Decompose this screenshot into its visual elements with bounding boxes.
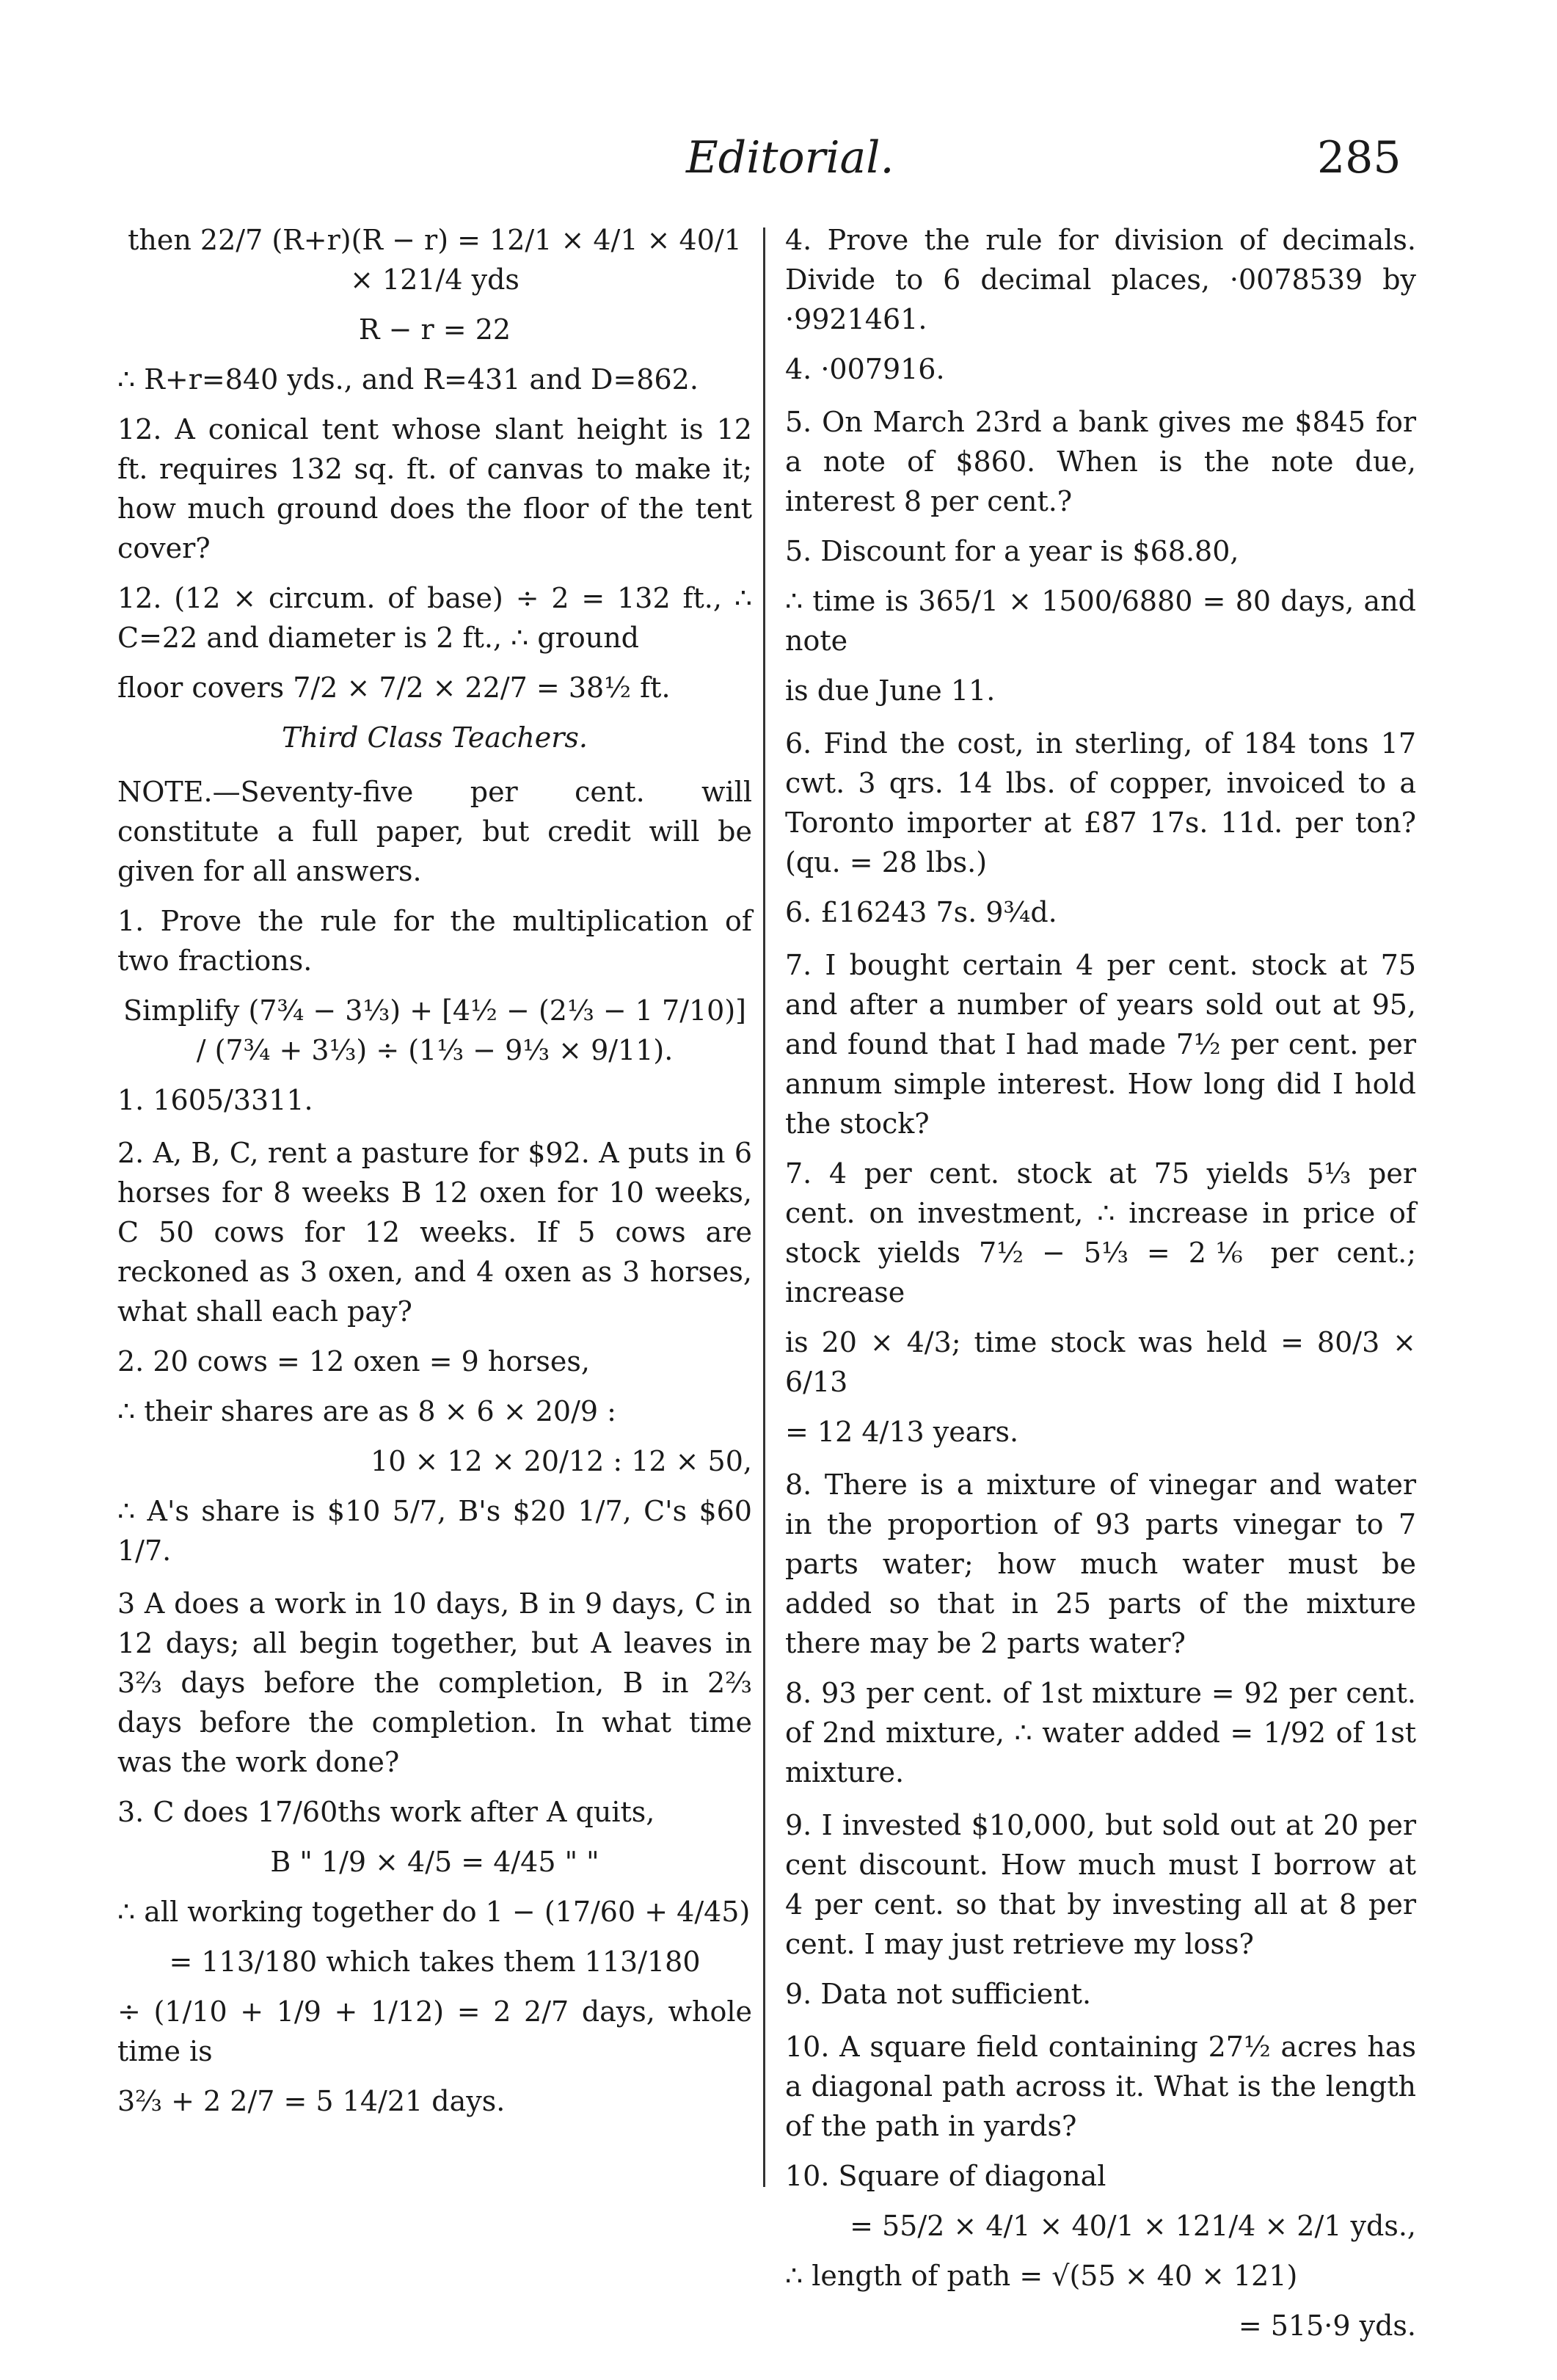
answer-3-line: 3⅔ + 2 2/7 = 5 14/21 days. <box>117 2085 506 2117</box>
answer-2-shares: ∴ A's share is $10 5/7, B's $20 1/7, C's $60 1/7. <box>117 1495 752 1567</box>
answer-1: 1. 1605/3311. <box>117 1084 313 1116</box>
equation-line: R − r = 22 <box>358 313 511 346</box>
answer-7-line: = 12 4/13 years. <box>785 1416 1019 1448</box>
question-5: 5. On March 23rd a bank gives me $845 for a note of $860. When is the note due, interest 8 per cent.? <box>785 406 1416 517</box>
answer-2: 2. 20 cows = 12 oxen = 9 horses, <box>117 1345 590 1378</box>
answer-3-line: ∴ all working together do 1 − (17/60 + 4/45) <box>117 1896 751 1928</box>
section-heading: Third Class Teachers. <box>281 721 588 754</box>
answer-7-line: is 20 × 4/3; time stock was held = 80/3 × 6/13 <box>785 1326 1416 1398</box>
question-6: 6. Find the cost, in sterling, of 184 tons 17 cwt. 3 qrs. 14 lbs. of copper, invoiced to a Toronto importer at £87 17s. 11d. per ton? (qu. = 28 lbs.) <box>785 727 1416 878</box>
answer-5: 5. Discount for a year is $68.80, <box>785 535 1239 567</box>
answer-8: 8. 93 per cent. of 1st mixture = 92 per cent. of 2nd mixture, ∴ water added = 1/92 of 1st mixture. <box>785 1677 1416 1788</box>
question-9: 9. I invested $10,000, but sold out at 20 per cent discount. How much must I borrow at 4 per cent. so that by investing all at 8 per cent. I may just retrieve my loss? <box>785 1809 1416 1960</box>
answer-2-line: ∴ their shares are as 8 × 6 × 20/9 : <box>117 1395 616 1427</box>
answer-3-line: = 113/180 which takes them 113/180 <box>169 1946 701 1978</box>
answer-6: 6. £16243 7s. 9¾d. <box>785 896 1057 928</box>
answer-12: 12. (12 × circum. of base) ÷ 2 = 132 ft., ∴ C=22 and diameter is 2 ft., ∴ ground <box>117 582 752 654</box>
equation-line: then 22/7 (R+r)(R − r) = 12/1 × 4/1 × 40/1 × 121/4 yds <box>128 224 742 296</box>
question-3: 3 A does a work in 10 days, B in 9 days, C in 12 days; all begin together, but A leaves in 3⅔ days before the completion, B in 2⅔ days before the completion. In what time was the work done? <box>117 1587 752 1778</box>
question-1-simplify: Simplify (7¾ − 3⅓) + [4½ − (2⅓ − 1 7/10)] / (7¾ + 3⅓) ÷ (1⅓ − 9⅓ × 9/11). <box>123 994 747 1066</box>
right-column <box>785 220 1416 2356</box>
question-12: 12. A conical tent whose slant height is 12 ft. requires 132 sq. ft. of canvas to make it; how much ground does the floor of the tent cover? <box>117 413 752 564</box>
answer-7: 7. 4 per cent. stock at 75 yields 5⅓ per cent. on investment, ∴ increase in price of stock yields 7½ − 5⅓ = 2⅙ per cent.; increase <box>785 1157 1416 1309</box>
answer-4: 4. ·007916. <box>785 353 945 385</box>
answer-3-line: ÷ (1/10 + 1/9 + 1/12) = 2 2/7 days, whole time is <box>117 1995 752 2067</box>
answer-5-line: is due June 11. <box>785 674 996 707</box>
answer-2-line: 10 × 12 × 20/12 : 12 × 50, <box>371 1445 752 1477</box>
answer-3: 3. C does 17/60ths work after A quits, <box>117 1796 655 1828</box>
answer-10-line: = 55/2 × 4/1 × 40/1 × 121/4 × 2/1 yds., <box>850 2210 1416 2242</box>
answer-10-line: ∴ length of path = √(55 × 40 × 121) <box>785 2260 1298 2292</box>
left-column <box>117 220 752 2131</box>
question-4: 4. Prove the rule for division of decimals. Divide to 6 decimal places, ·0078539 by ·9921461. <box>785 224 1416 335</box>
question-10: 10. A square field containing 27½ acres has a diagonal path across it. What is the length of the path in yards? <box>785 2031 1416 2142</box>
answer-9: 9. Data not sufficient. <box>785 1978 1092 2010</box>
question-7: 7. I bought certain 4 per cent. stock at 75 and after a number of years sold out at 95, and found that I had made 7½ per cent. per annum simple interest. How long did I hold the stock? <box>785 949 1416 1140</box>
answer-5-line: ∴ time is 365/1 × 1500/6880 = 80 days, and note <box>785 585 1416 657</box>
answer-10: 10. Square of diagonal <box>785 2160 1106 2192</box>
note: NOTE.—Seventy-five per cent. will constitute a full paper, but credit will be given for all answers. <box>117 776 752 887</box>
column-rule <box>763 228 765 2187</box>
question-1: 1. Prove the rule for the multiplication of two fractions. <box>117 905 752 977</box>
answer-10-line: = 515·9 yds. <box>1238 2310 1416 2342</box>
answer-3-line: B " 1/9 × 4/5 = 4/45 " " <box>270 1846 599 1878</box>
running-head-title: Editorial. <box>686 132 894 183</box>
page-number: 285 <box>1317 132 1401 183</box>
question-8: 8. There is a mixture of vinegar and water in the proportion of 93 parts vinegar to 7 parts water; how much water must be added so that in 25 parts of the mixture there may be 2 parts water? <box>785 1469 1416 1659</box>
answer-line: ∴ R+r=840 yds., and R=431 and D=862. <box>117 363 699 396</box>
question-2: 2. A, B, C, rent a pasture for $92. A puts in 6 horses for 8 weeks B 12 oxen for 10 weeks, C 50 cows for 12 weeks. If 5 cows are reckoned as 3 oxen, and 4 oxen as 3 horses, what shall each pay? <box>117 1137 752 1328</box>
answer-12-cont: floor covers 7/2 × 7/2 × 22/7 = 38½ ft. <box>117 672 671 704</box>
